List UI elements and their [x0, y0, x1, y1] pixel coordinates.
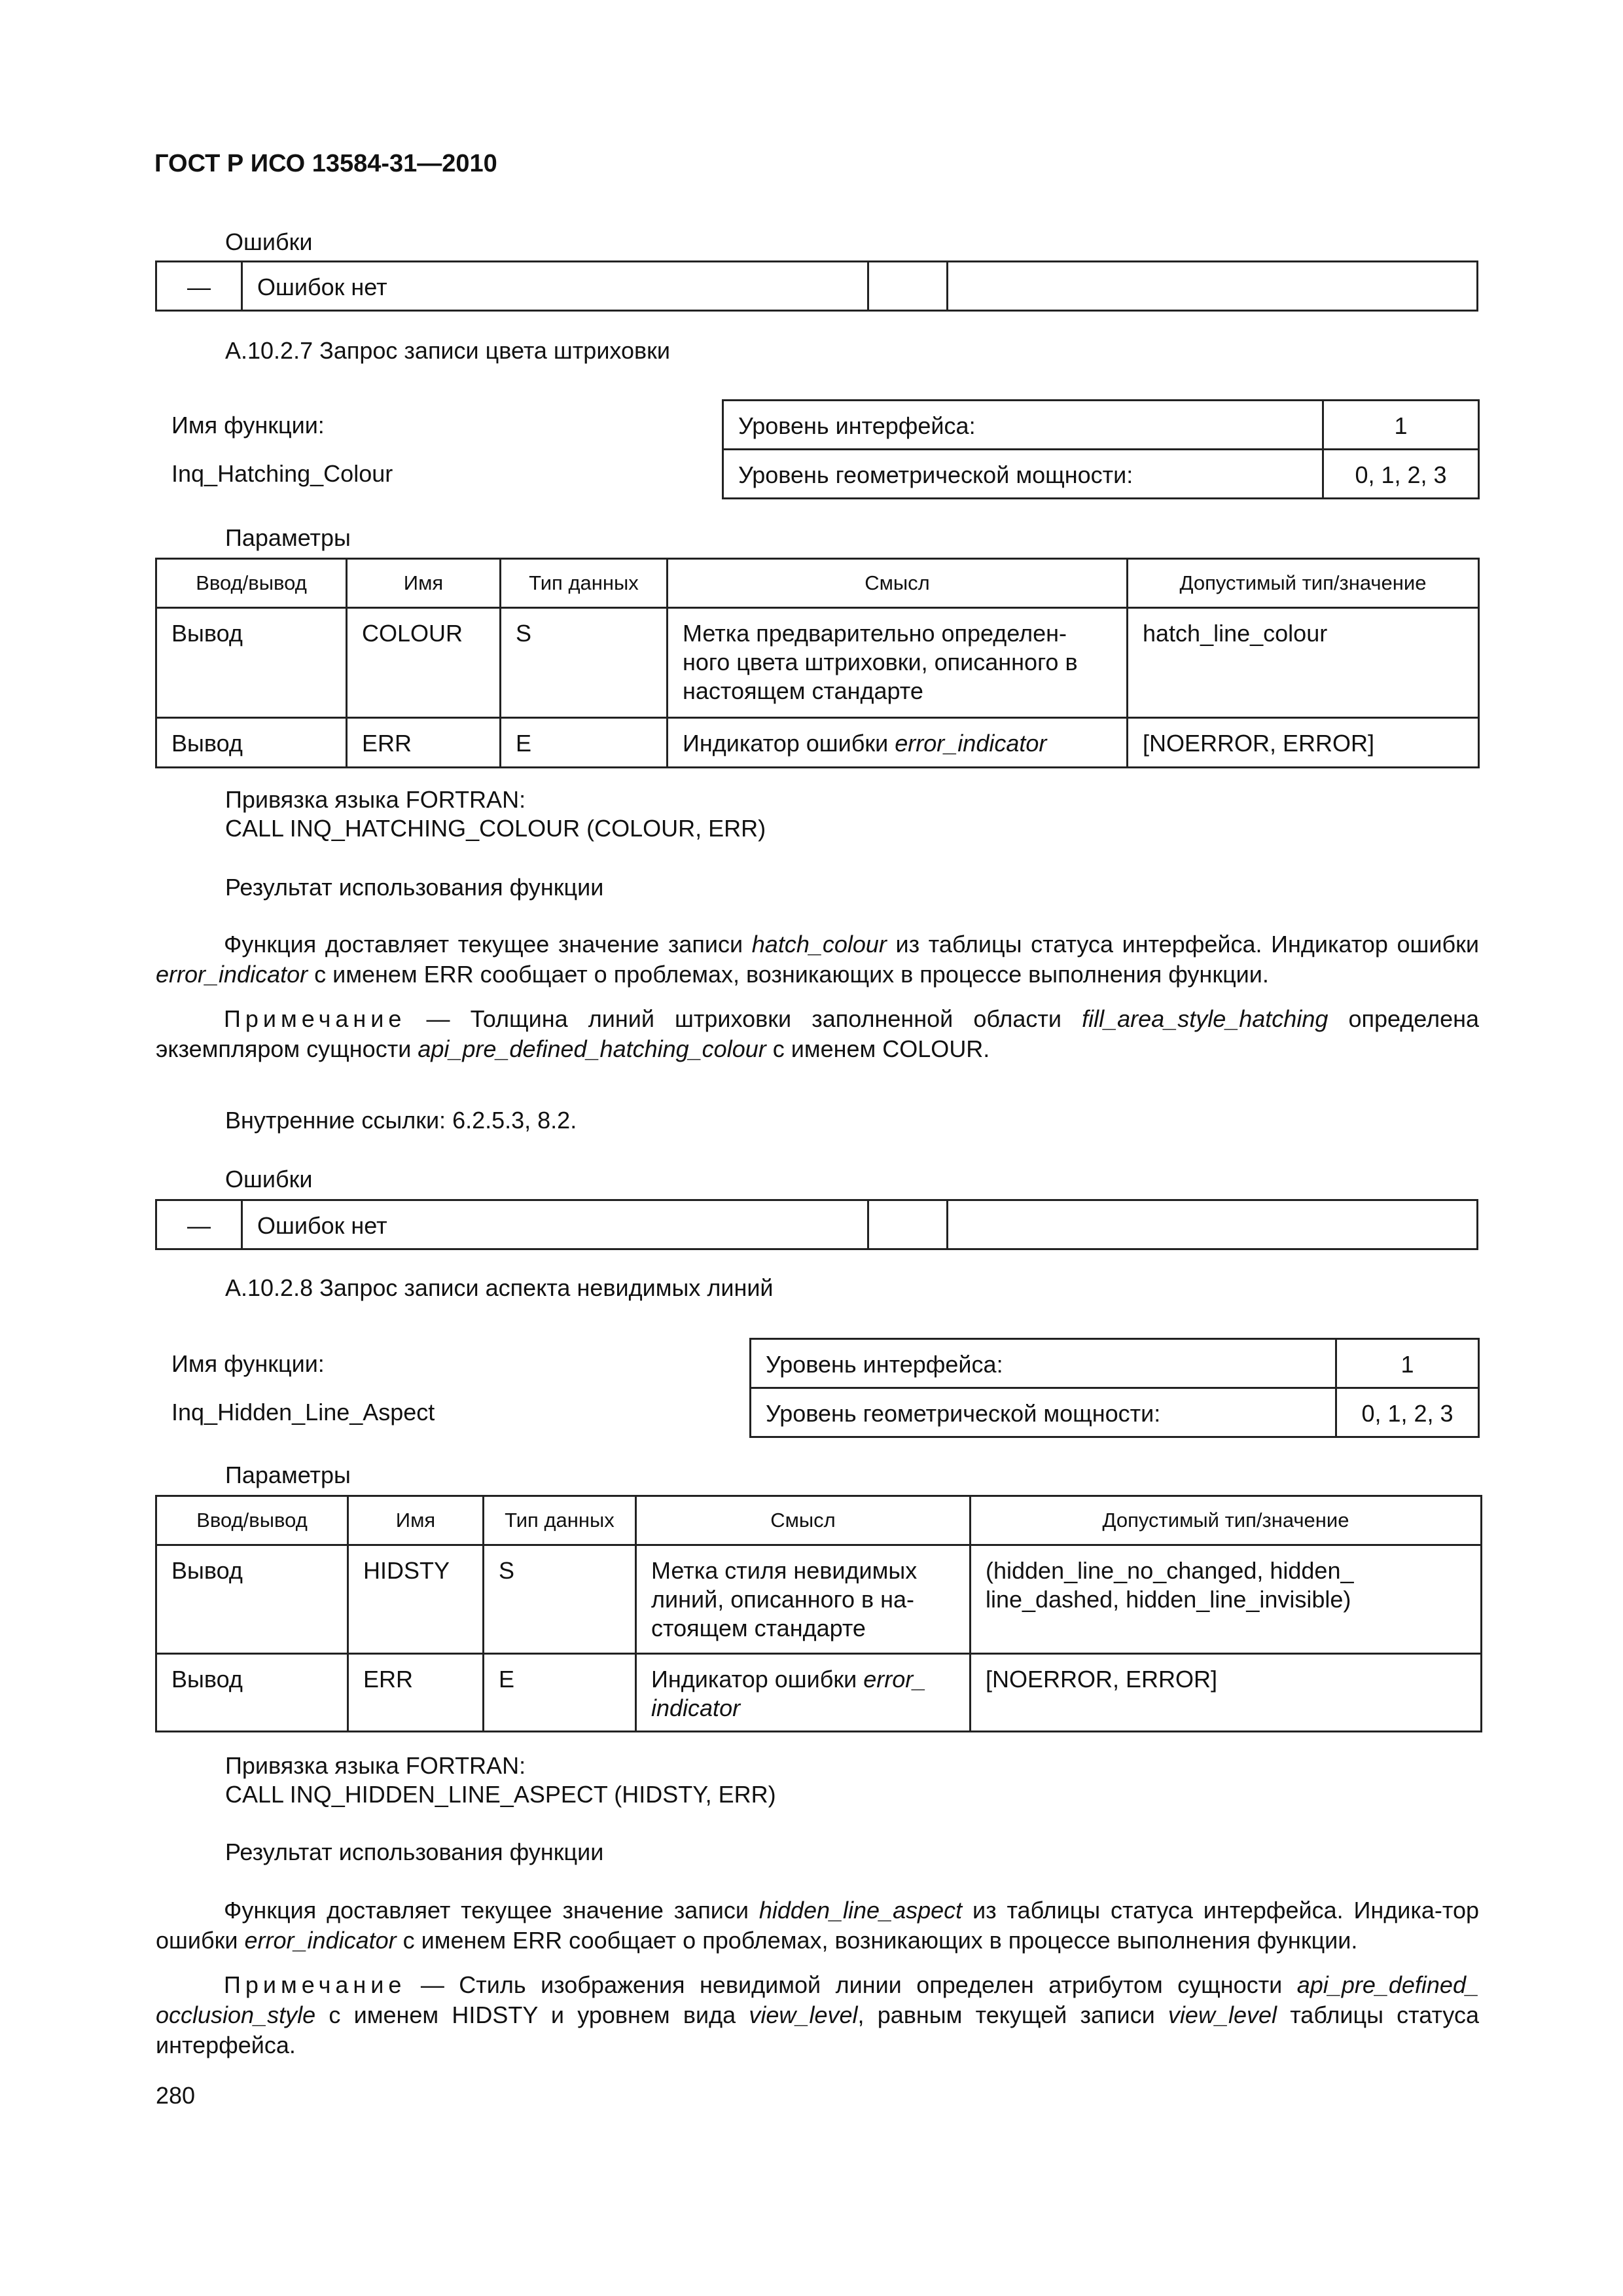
- meaning-line: Метка стиля невидимых: [651, 1557, 918, 1584]
- errors-dash: —: [156, 262, 242, 311]
- errors-heading: Ошибки: [225, 228, 313, 255]
- result-paragraph: Функция доставляет текущее значение записи hatch_colour из таблицы статуса интерфейса. Индикатор ошибки error_indicator с именем ERR сообщает о проблемах, возникающих в процессе выполнения функции.: [156, 931, 1479, 988]
- col-meaning: Смысл: [668, 559, 1128, 608]
- interface-level-value: 1: [1323, 401, 1479, 450]
- geometry-level-label: Уровень геометрической мощности:: [723, 450, 1323, 499]
- errors-empty-cell: [948, 262, 1478, 311]
- cell-type: S: [501, 608, 668, 718]
- errors-dash: —: [156, 1200, 242, 1249]
- cell-io: Вывод: [156, 1545, 348, 1654]
- errors-empty-cell: [948, 1200, 1478, 1249]
- meaning-line: стоящем стандарте: [651, 1615, 866, 1641]
- result-paragraph: Функция доставляет текущее значение записи hidden_line_aspect из таблицы статуса интерфейса. Индика-тор ошибки error_indicator с именем ERR сообщает о проблемах, возникающих в процессе выполнения функции.: [156, 1897, 1479, 1954]
- interface-level-label: Уровень интерфейса:: [723, 401, 1323, 450]
- meaning-line: ного цвета штриховки, описанного в: [683, 649, 1078, 675]
- note-paragraph: Примечание — Толщина линий штриховки заполненной области fill_area_style_hatching определена экземпляром сущности api_pre_defined_hatching_colour с именем COLOUR.: [156, 1005, 1480, 1062]
- cell-name: ERR: [348, 1654, 484, 1732]
- cell-meaning: [668, 608, 1128, 718]
- parameters-table: [155, 1495, 1482, 1732]
- section-title: А.10.2.7 Запрос записи цвета штриховки: [225, 337, 671, 364]
- cell-allowed: [971, 1545, 1482, 1654]
- col-io: Ввод/вывод: [156, 1496, 348, 1545]
- errors-empty-cell: [868, 262, 948, 311]
- meaning-line: линий, описанного в на-: [651, 1586, 915, 1613]
- col-allowed: Допустимый тип/значение: [971, 1496, 1482, 1545]
- errors-heading: Ошибки: [225, 1166, 313, 1193]
- geometry-level-value: 0, 1, 2, 3: [1323, 450, 1479, 499]
- geometry-level-value: 0, 1, 2, 3: [1336, 1388, 1479, 1437]
- col-allowed: Допустимый тип/значение: [1128, 559, 1479, 608]
- meaning-line: настоящем стандарте: [683, 677, 923, 704]
- col-type: Тип данных: [484, 1496, 636, 1545]
- fortran-label: Привязка языка FORTRAN:: [225, 786, 526, 813]
- cell-meaning: Индикатор ошибки error_ indicator: [636, 1654, 971, 1732]
- internal-references: Внутренние ссылки: 6.2.5.3, 8.2.: [225, 1107, 577, 1134]
- allowed-line: (hidden_line_no_changed, hidden_: [986, 1557, 1354, 1584]
- cell-type: E: [501, 718, 668, 768]
- function-name: Inq_Hidden_Line_Aspect: [171, 1399, 435, 1426]
- cell-type: S: [484, 1545, 636, 1654]
- function-name-label: Имя функции:: [171, 1350, 325, 1377]
- note-paragraph: Примечание — Стиль изображения невидимой линии определен атрибутом сущности api_pre_defined_ occlusion_style с именем HIDSTY и уровнем вида view_level, равным текущей записи view_level таблицы статуса интерфейса.: [156, 1971, 1479, 2058]
- errors-table: [155, 260, 1478, 312]
- errors-empty-cell: [868, 1200, 948, 1249]
- col-io: Ввод/вывод: [156, 559, 347, 608]
- cell-meaning: [636, 1545, 971, 1654]
- meaning-line: Метка предварительно определен-: [683, 620, 1067, 647]
- fortran-call: CALL INQ_HATCHING_COLOUR (COLOUR, ERR): [225, 815, 766, 842]
- errors-text: Ошибок нет: [242, 1200, 868, 1249]
- section-title: А.10.2.8 Запрос записи аспекта невидимых линий: [225, 1274, 774, 1301]
- allowed-line: line_dashed, hidden_line_invisible): [986, 1586, 1351, 1613]
- function-name-label: Имя функции:: [171, 412, 325, 439]
- fortran-label: Привязка языка FORTRAN:: [225, 1752, 526, 1779]
- parameters-heading: Параметры: [225, 1462, 351, 1488]
- level-table: [749, 1338, 1480, 1438]
- cell-name: HIDSTY: [348, 1545, 484, 1654]
- interface-level-value: 1: [1336, 1339, 1479, 1388]
- cell-type: E: [484, 1654, 636, 1732]
- interface-level-label: Уровень интерфейса:: [751, 1339, 1336, 1388]
- level-table: [722, 399, 1480, 499]
- cell-allowed: hatch_line_colour: [1128, 608, 1479, 718]
- cell-name: COLOUR: [347, 608, 501, 718]
- parameters-table: [155, 558, 1480, 768]
- errors-text: Ошибок нет: [242, 262, 868, 311]
- col-name: Имя: [348, 1496, 484, 1545]
- col-meaning: Смысл: [636, 1496, 971, 1545]
- cell-allowed: [NOERROR, ERROR]: [971, 1654, 1482, 1732]
- cell-allowed: [NOERROR, ERROR]: [1128, 718, 1479, 768]
- result-heading: Результат использования функции: [225, 1839, 604, 1865]
- cell-meaning: Индикатор ошибки error_indicator: [668, 718, 1128, 768]
- cell-name: ERR: [347, 718, 501, 768]
- page-number: 280: [156, 2082, 196, 2109]
- col-name: Имя: [347, 559, 501, 608]
- geometry-level-label: Уровень геометрической мощности:: [751, 1388, 1336, 1437]
- result-heading: Результат использования функции: [225, 874, 604, 901]
- cell-io: Вывод: [156, 608, 347, 718]
- cell-io: Вывод: [156, 718, 347, 768]
- col-type: Тип данных: [501, 559, 668, 608]
- cell-io: Вывод: [156, 1654, 348, 1732]
- errors-table: [155, 1199, 1478, 1250]
- parameters-heading: Параметры: [225, 524, 351, 551]
- document-code: ГОСТ Р ИСО 13584-31—2010: [154, 150, 497, 177]
- fortran-call: CALL INQ_HIDDEN_LINE_ASPECT (HIDSTY, ERR): [225, 1781, 776, 1808]
- function-name: Inq_Hatching_Colour: [171, 460, 393, 487]
